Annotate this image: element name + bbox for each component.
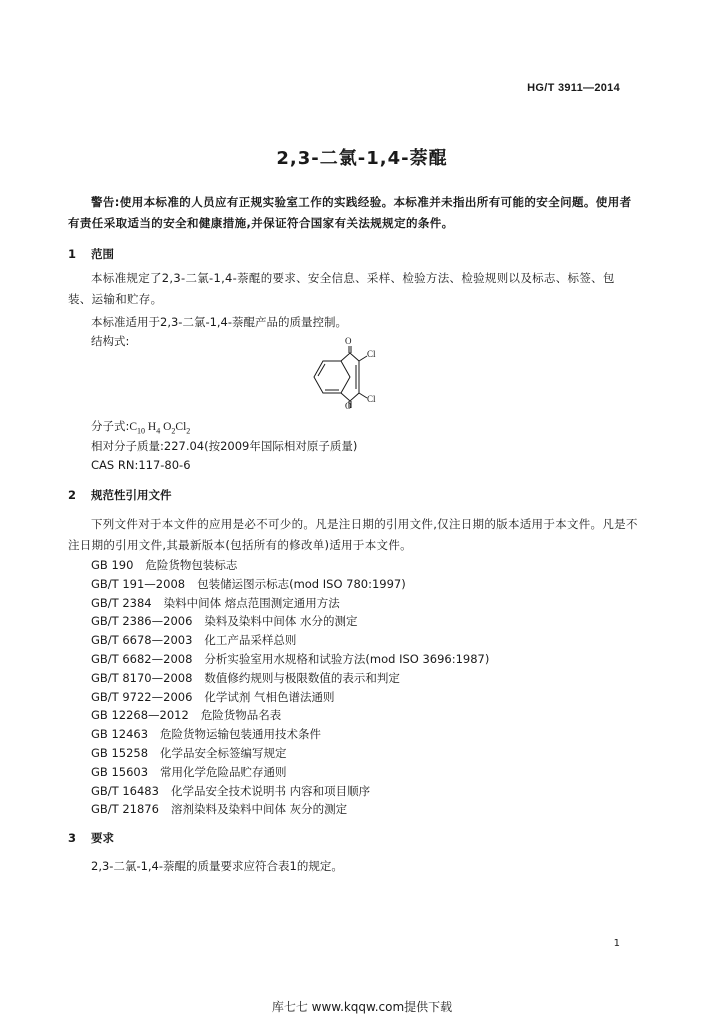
reference-item	[91, 726, 321, 742]
oxygen-bottom-label: O	[345, 401, 352, 411]
chlorine-top-label: Cl	[367, 349, 376, 359]
reference-title: 危险货物包装标志	[145, 558, 238, 572]
download-footer: 库七七 www.kqqw.com提供下载	[271, 1000, 453, 1014]
reference-code: GB/T 16483	[91, 783, 159, 798]
scope-paragraph: 本标准规定了2,3-二氯-1,4-萘醌的要求、安全信息、采样、检验方法、检验规则以及标志、标签、包装、运输和贮存。	[68, 271, 615, 306]
reference-title: 染料及染料中间体 水分的测定	[204, 614, 358, 629]
reference-code: GB/T 6682—2008	[91, 652, 193, 666]
reference-item	[91, 689, 335, 705]
warning-paragraph: 警告:使用本标准的人员应有正规实验室工作的实践经验。本标准并未指出所有可能的安全问题。使用者有责任采取适当的安全和健康措施,并保证符合国家有关法规规定的条件。	[68, 195, 632, 230]
reference-code: GB/T 2384	[91, 595, 152, 610]
reference-code: GB 12463	[91, 727, 149, 742]
structure-label: 结构式:	[91, 334, 130, 348]
reference-item	[91, 613, 358, 629]
reference-item	[91, 632, 296, 648]
reference-code: GB/T 6678—2003	[91, 633, 193, 648]
reference-code: GB/T 8170—2008	[91, 670, 193, 685]
document-code: HG/T 3911—2014	[527, 82, 620, 94]
reference-item	[91, 576, 406, 592]
reference-code: GB/T 21876	[91, 802, 159, 817]
reference-code: GB 190	[91, 558, 134, 572]
reference-title: 常用化学危险品贮存通则	[160, 764, 287, 779]
page-number: 1	[613, 938, 620, 949]
reference-title: 化工产品采样总则	[204, 633, 297, 648]
reference-title: 危险货物运输包装通用技术条件	[160, 727, 322, 742]
structural-formula	[304, 336, 414, 411]
section-3-heading	[68, 830, 114, 846]
reference-title: 分析实验室用水规格和试验方法(mod ISO 3696:1987)	[204, 652, 490, 666]
benzene-ring	[314, 361, 350, 393]
reference-title: 化学品安全技术说明书 内容和项目顺序	[170, 783, 371, 798]
oxygen-top-label: O	[345, 336, 352, 346]
reference-item	[91, 764, 287, 780]
reference-item	[91, 707, 281, 723]
formula-label: 分子式:	[91, 419, 130, 433]
reference-code: GB 12268—2012	[91, 708, 189, 723]
reference-title: 数值修约规则与极限数值的表示和判定	[204, 670, 400, 685]
reference-item	[91, 745, 287, 761]
reference-title: 危险货物品名表	[200, 708, 282, 723]
formula-value: $C_{10}$ $H_4$ $O_2Cl_2$	[129, 421, 191, 436]
reference-item	[91, 557, 237, 573]
section-title: 范围	[91, 247, 114, 261]
requirements-paragraph: 2,3-二氯-1,4-萘醌的质量要求应符合表1的规定。	[91, 859, 343, 873]
reference-code: GB/T 2386—2006	[91, 614, 193, 629]
section-number: 3	[68, 831, 77, 845]
section-1-heading	[68, 246, 114, 262]
reference-item	[91, 595, 340, 611]
reference-title: 染料中间体 熔点范围测定通用方法	[163, 595, 340, 610]
reference-code: GB 15603	[91, 764, 149, 779]
references-intro: 下列文件对于本文件的应用是必不可少的。凡是注日期的引用文件,仅注日期的版本适用于本文件。凡是不注日期的引用文件,其最新版本(包括所有的修改单)适用于本文件。	[68, 517, 638, 552]
reference-code: GB/T 9722—2006	[91, 689, 193, 704]
section-number: 1	[68, 247, 77, 261]
section-number: 2	[68, 488, 77, 502]
section-2-heading	[68, 487, 172, 503]
section-title: 规范性引用文件	[91, 488, 172, 502]
reference-code: GB 15258	[91, 746, 149, 760]
chlorine-bottom-label: Cl	[367, 394, 376, 404]
reference-item	[91, 783, 370, 799]
reference-title: 化学试剂 气相色谱法通则	[204, 689, 335, 704]
reference-item	[91, 651, 489, 667]
applicability-paragraph: 本标准适用于2,3-二氯-1,4-萘醌产品的质量控制。	[91, 315, 348, 329]
reference-item	[91, 801, 347, 817]
reference-code: GB/T 191—2008	[91, 576, 186, 591]
molecular-formula	[91, 418, 190, 435]
cas-number: CAS RN:117-80-6	[91, 458, 191, 472]
document-title: 2,3-二氯-1,4-萘醌	[276, 148, 448, 169]
section-title: 要求	[91, 831, 114, 845]
reference-title: 包装储运图示标志(mod ISO 780:1997)	[197, 576, 406, 591]
reference-item	[91, 670, 400, 686]
reference-title: 溶剂染料及染料中间体 灰分的测定	[170, 802, 348, 817]
molecular-mass: 相对分子质量:227.04(按2009年国际相对原子质量)	[91, 439, 358, 453]
reference-title: 化学品安全标签编写规定	[160, 746, 287, 760]
